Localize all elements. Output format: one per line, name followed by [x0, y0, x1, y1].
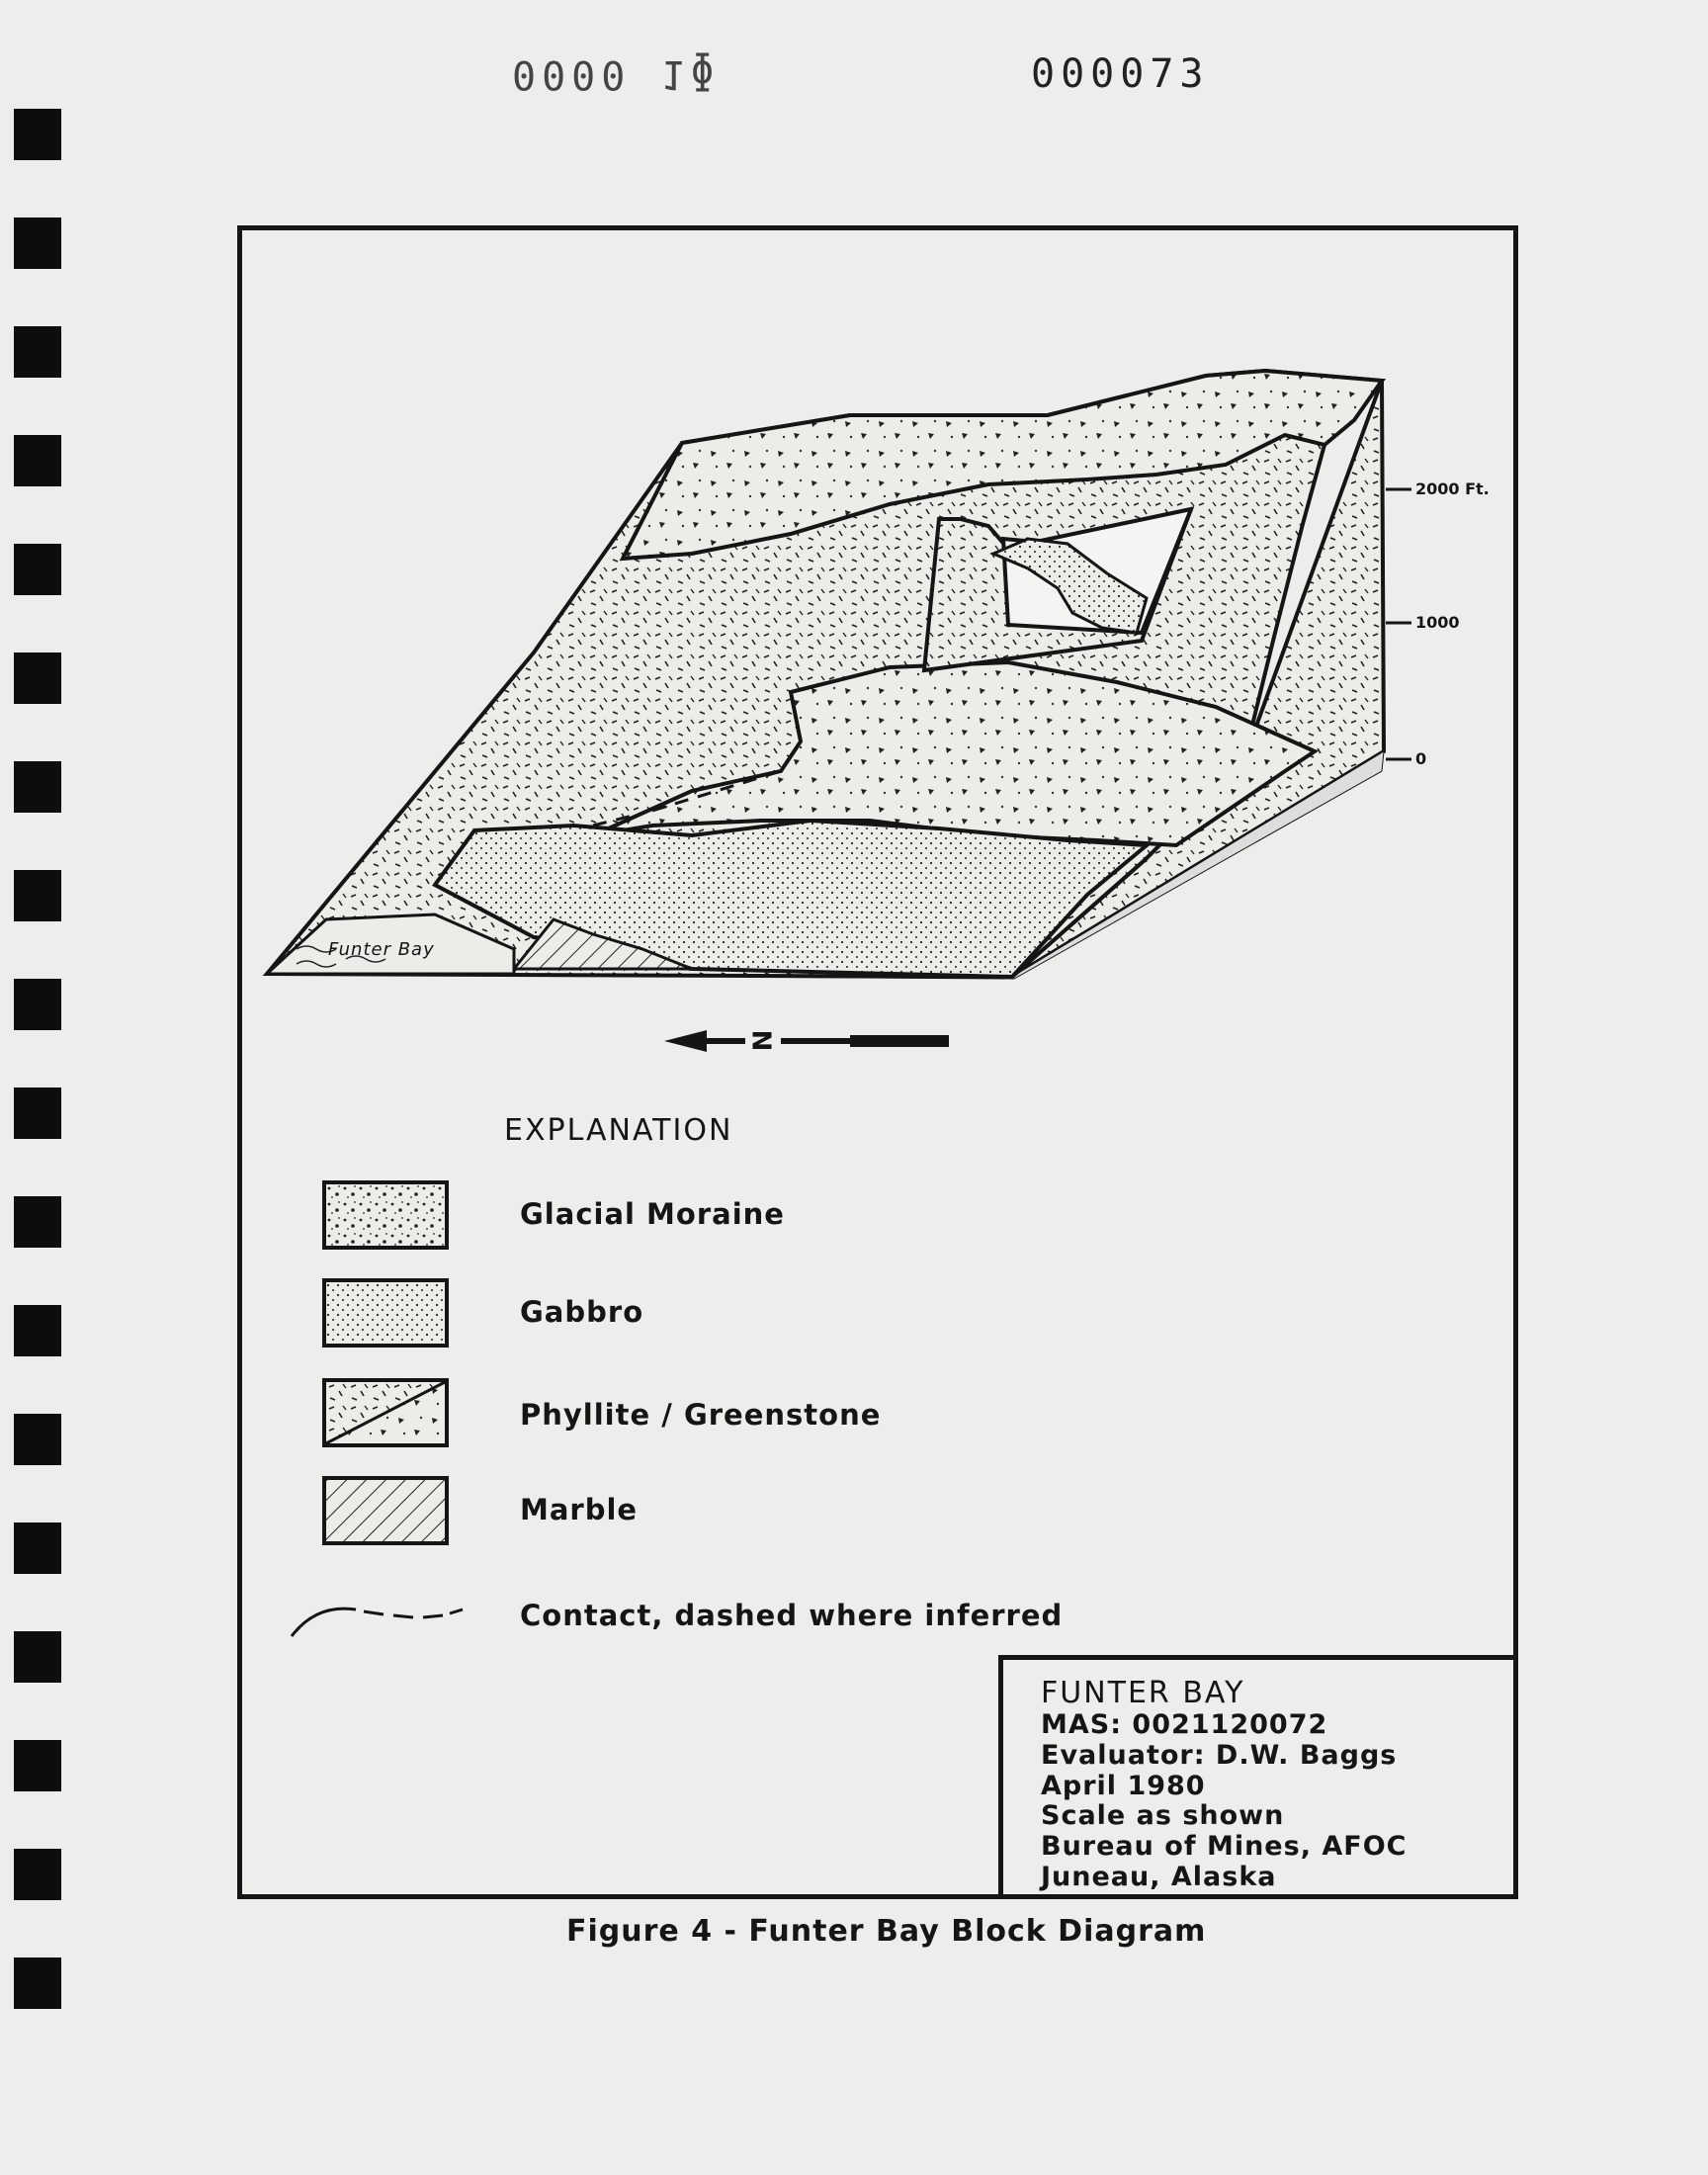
- place-label: Funter Bay: [328, 939, 435, 960]
- binding-hole: [14, 1196, 61, 1248]
- page-number-right: 000073: [1031, 51, 1210, 97]
- page-number-left: 0000 1ɸ: [512, 51, 721, 97]
- legend-label: Glacial Moraine: [520, 1197, 785, 1231]
- elevation-tick-label: 2000 Ft.: [1415, 479, 1490, 498]
- binding-hole: [14, 1849, 61, 1900]
- title-block-line: April 1980: [1041, 1771, 1206, 1801]
- title-block-title: FUNTER BAY: [1041, 1676, 1245, 1710]
- legend-swatch-glacial-moraine: [322, 1180, 449, 1250]
- elevation-tick-label: 1000: [1415, 613, 1460, 632]
- legend-label: Contact, dashed where inferred: [520, 1599, 1064, 1632]
- binding-hole: [14, 1958, 61, 2009]
- explanation-heading: EXPLANATION: [504, 1113, 733, 1148]
- elevation-tick-label: 0: [1415, 749, 1427, 768]
- legend-swatch-marble: [322, 1476, 449, 1545]
- legend-label: Phyllite / Greenstone: [520, 1398, 882, 1432]
- title-block-line: Scale as shown: [1041, 1800, 1285, 1831]
- title-block-line: MAS: 0021120072: [1041, 1709, 1328, 1740]
- legend-swatch-gabbro: [322, 1278, 449, 1348]
- north-arrow-icon: [664, 1030, 949, 1052]
- title-block-line: Bureau of Mines, AFOC: [1041, 1831, 1408, 1862]
- legend-label: Marble: [520, 1493, 639, 1526]
- binding-hole: [14, 1414, 61, 1465]
- legend-label: Gabbro: [520, 1295, 644, 1329]
- binding-hole: [14, 1088, 61, 1139]
- binding-hole: [14, 1740, 61, 1791]
- legend-swatch-phyllite-greenstone: [322, 1378, 449, 1447]
- north-arrow-label: N: [748, 1028, 779, 1052]
- title-block-line: Juneau, Alaska: [1041, 1862, 1277, 1892]
- title-block-line: Evaluator: D.W. Baggs: [1041, 1740, 1398, 1771]
- contact-line-icon: [287, 1592, 484, 1641]
- title-block: [998, 1655, 1514, 1899]
- binding-hole: [14, 1305, 61, 1356]
- binding-hole: [14, 1522, 61, 1574]
- figure-caption: Figure 4 - Funter Bay Block Diagram: [566, 1914, 1207, 1949]
- binding-hole: [14, 1631, 61, 1683]
